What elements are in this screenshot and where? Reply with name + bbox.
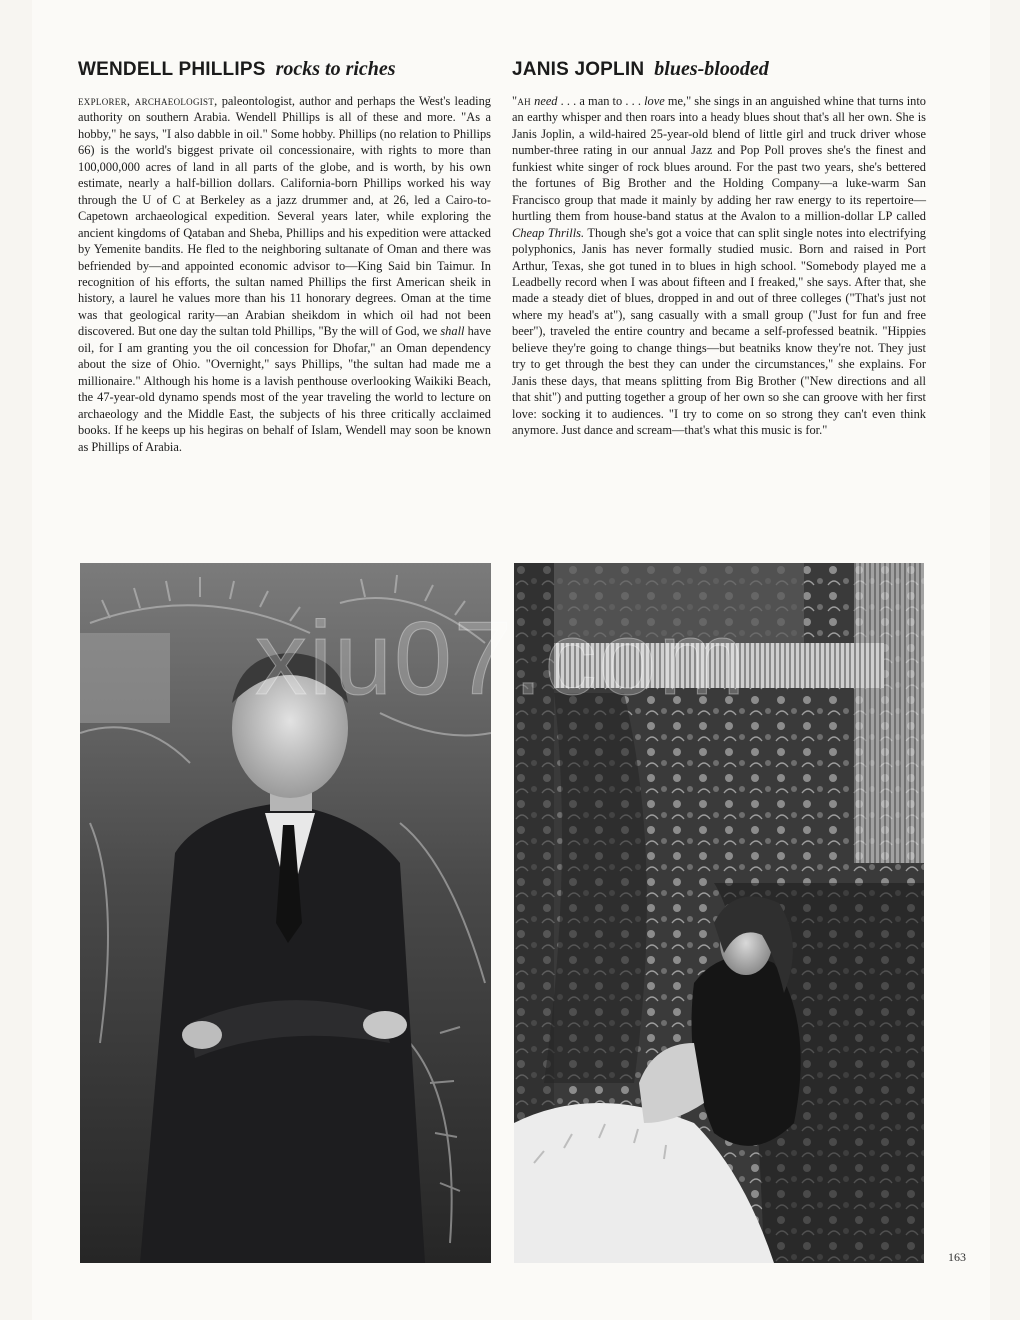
right-article-lead-need: need xyxy=(530,94,558,108)
left-article-body xyxy=(78,93,491,455)
right-article-tagline: blues-blooded xyxy=(654,58,769,80)
left-article-tagline: rocks to riches xyxy=(275,58,396,80)
right-article-name: JANIS JOPLIN xyxy=(512,59,645,80)
left-article-heading xyxy=(78,55,491,83)
right-article-heading xyxy=(512,55,926,83)
right-article-text-2: Though she's got a voice that can split single notes into electrifying polyphonics, Janis has never formally studied music. Born and raised in Port Arthur, Texas, she got tuned in to blues in high school. "Somebody played me a Leadbelly record when I was about fifteen and I freaked," she says. After that, she made a steady diet of blues, dropped in and out of three colleges ("That's just not where my head's at"), sang casually with a small group ("Just for fun and free beer"), traveled the entire country and became a self-professed beatnik. "Hippies believe they're going to change things—but beatniks know they're not. They just try to get through the best they can under the circumstances," she explains. For Janis these days, that means splitting from Big Brother ("New directions and all that shit") and putting together a group of her own so she can groove with her first love: socking it to audiences. "I try to come on so strong they can't even think anymore. Just dance and scream—that's what this music is for." xyxy=(512,225,926,438)
right-article-text-1: me," she sings in an anguished whine that turns into an earthy whisper and then roars into a heady blues shout that's all her own. She is Janis Joplin, a wild-haired 25-year-old blend of little girl and truck driver whose number-three rating in our annual Jazz and Pop Poll proves she's the finest and funkiest white singer of rock blues around. For the past two years, she's bettered the fortunes of Big Brother and the Holding Company—a luke-warm San Francisco group that made it mainly by adding her raw energy to its repertoire—hurtling them from house-band status at the Avalon to a million-dollar LP called xyxy=(512,94,926,224)
right-article-lead-love: love xyxy=(644,94,665,108)
left-article-lead: explorer, archaeologist, xyxy=(78,94,218,108)
left-article-text-2: have oil, for I am granting you the oil concession for Dhofar," an Oman dependency about the size of Ohio. "Overnight," says Phillips, "the sultan had made me a millionaire." Although his home is a lavish penthouse overlooking Waikiki Beach, the 47-year-old dynamo spends most of the year traveling the world to lecture on archaeology and the Middle East, the subjects of his three critically acclaimed books. If he keeps up his hegiras on behalf of Islam, Wendell may soon be known as Phillips of Arabia. xyxy=(78,324,491,454)
left-article-text-1: paleontologist, author and perhaps the West's leading authority on southern Arabia. Wendell Phillips is all of these and more. "As a hobby," he says, "I also dabble in oil." Some hobby. Phillips (no relation to Phillips 66) is the world's biggest private oil concessionaire, with rights to more than 100,000,000 acres of land in all parts of the globe, and is worth, by his own estimate, nearly a half-billion dollars. California-born Phillips worked his way through the U of C at Berkeley as a jazz drummer and, at 26, led a Cairo-to-Capetown archaeological expedition. Several years later, while exploring the ancient kingdoms of Qataban and Sheba, Phillips and his expedition were attacked by Yemenite bandits. He fled to the neighboring sultanate of Oman and there was befriended by—and appointed economic advisor to—King Said bin Taimur. In recognition of his efforts, the sultan named Phillips the first American sheik in history, a laurel he values more than his 11 honorary degrees. Oman at the time was that geological rarity—an Arabian sheikdom in which oil had not been discovered. But one day the sultan told Phillips, "By the will of God, we xyxy=(78,94,491,339)
page-number: 163 xyxy=(948,1250,966,1264)
right-article-lead-mid: . . . a man to . . . xyxy=(557,94,645,108)
right-article xyxy=(512,55,926,439)
right-article-lead-ah: "ah xyxy=(512,94,531,108)
left-article-emphasis: shall xyxy=(440,324,465,339)
right-article-album-title: Cheap Thrills. xyxy=(512,225,585,240)
right-article-body xyxy=(512,93,926,439)
left-article xyxy=(78,55,491,455)
left-article-name: WENDELL PHILLIPS xyxy=(78,59,266,80)
watermark-text: xiu07.com xyxy=(255,601,747,717)
